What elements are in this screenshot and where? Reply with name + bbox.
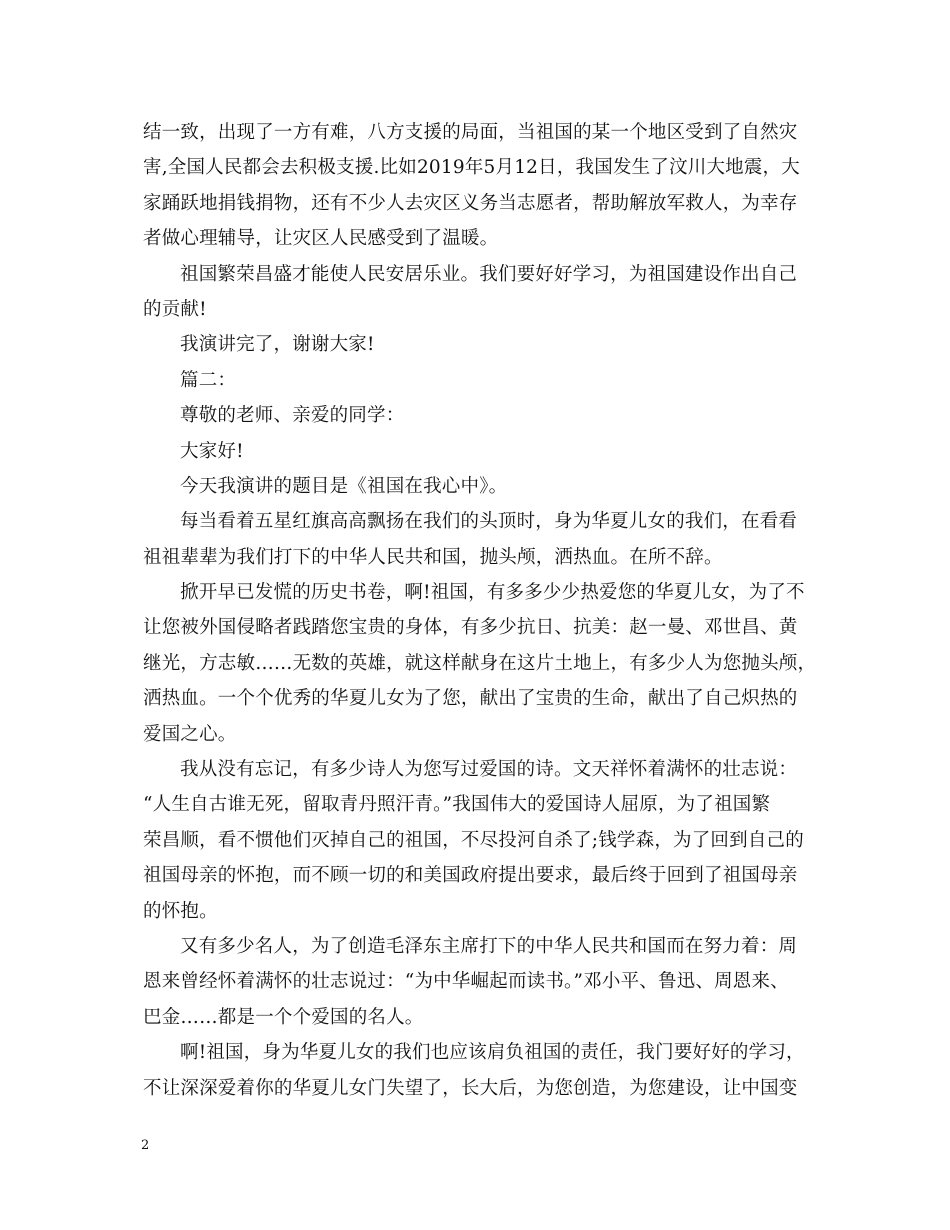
text-line: 结一致，出现了一方有难，八方支援的局面，当祖国的某一个地区受到了自然灾 <box>143 122 798 143</box>
text-line: 家踊跃地捐钱捐物，还有不少人去灾区义务当志愿者，帮助解放军救人，为幸存 <box>143 192 798 214</box>
text-line: 掀开早已发慌的历史书卷，啊!祖国，有多多少少热爱您的华夏儿女，为了不 <box>180 582 805 604</box>
text-line: 让您被外国侵略者践踏您宝贵的身体，有多少抗日、抗美：赵一曼、邓世昌、黄 <box>143 617 798 639</box>
text-line: 爱国之心。 <box>143 723 237 745</box>
text-line: 继光，方志敏……无数的英雄，就这样献身在这片土地上，有多少人为您抛头颅， <box>143 652 817 674</box>
text-line: 我演讲完了，谢谢大家! <box>180 334 375 356</box>
page-number: 2 <box>141 1138 150 1153</box>
section-heading: 篇二： <box>180 369 237 391</box>
text-line: 不让深深爱着你的华夏儿女门失望了，长大后，为您创造，为您建设，让中国变 <box>143 1077 798 1099</box>
text-line: 害,全国人民都会去积极支援.比如2019年5月12日，我国发生了汶川大地震，大 <box>143 157 800 179</box>
text-line: 祖祖辈辈为我们打下的中华人民共和国，抛头颅，洒热血。在所不辞。 <box>143 546 723 568</box>
text-line: 者做心理辅导，让灾区人民感受到了温暖。 <box>143 228 499 250</box>
text-line: 又有多少名人，为了创造毛泽东主席打下的中华人民共和国而在努力着：周 <box>180 935 798 957</box>
text-line: 洒热血。一个个优秀的华夏儿女为了您，献出了宝贵的生命，献出了自己炽热的 <box>143 688 798 710</box>
text-line: 巴金……都是一个个爱国的名人。 <box>143 1006 424 1028</box>
text-line: 的贡献! <box>143 298 207 320</box>
text-line: 我从没有忘记，有多少诗人为您写过爱国的诗。文天祥怀着满怀的壮志说： <box>180 759 798 781</box>
text-line: 尊敬的老师、亲爱的同学： <box>180 405 405 427</box>
text-line: 大家好! <box>180 440 244 462</box>
text-line: 每当看着五星红旗高高飘扬在我们的头顶时，身为华夏儿女的我们，在看看 <box>180 511 798 533</box>
text-line: 的怀抱。 <box>143 900 218 922</box>
text-line: 祖国母亲的怀抱，而不顾一切的和美国政府提出要求，最后终于回到了祖国母亲 <box>143 865 798 887</box>
text-line: “人生自古谁无死，留取青丹照汗青。”我国伟大的爱国诗人屈原，为了祖国繁 <box>143 794 771 816</box>
text-line: 啊!祖国，身为华夏儿女的我们也应该肩负祖国的责任，我门要好好的学习， <box>180 1042 805 1064</box>
body-text <box>143 115 817 1106</box>
text-line: 祖国繁荣昌盛才能使人民安居乐业。我们要好好学习，为祖国建设作出自己 <box>180 263 798 285</box>
text-line: 荣昌顺，看不惯他们灭掉自己的祖国，不尽投河自杀了;钱学森，为了回到自己的 <box>143 829 804 851</box>
text-line: 恩来曾经怀着满怀的壮志说过：“为中华崛起而读书。”邓小平、鲁迅、周恩来、 <box>143 971 789 993</box>
text-line: 今天我演讲的题目是《祖国在我心中》。 <box>180 475 508 497</box>
